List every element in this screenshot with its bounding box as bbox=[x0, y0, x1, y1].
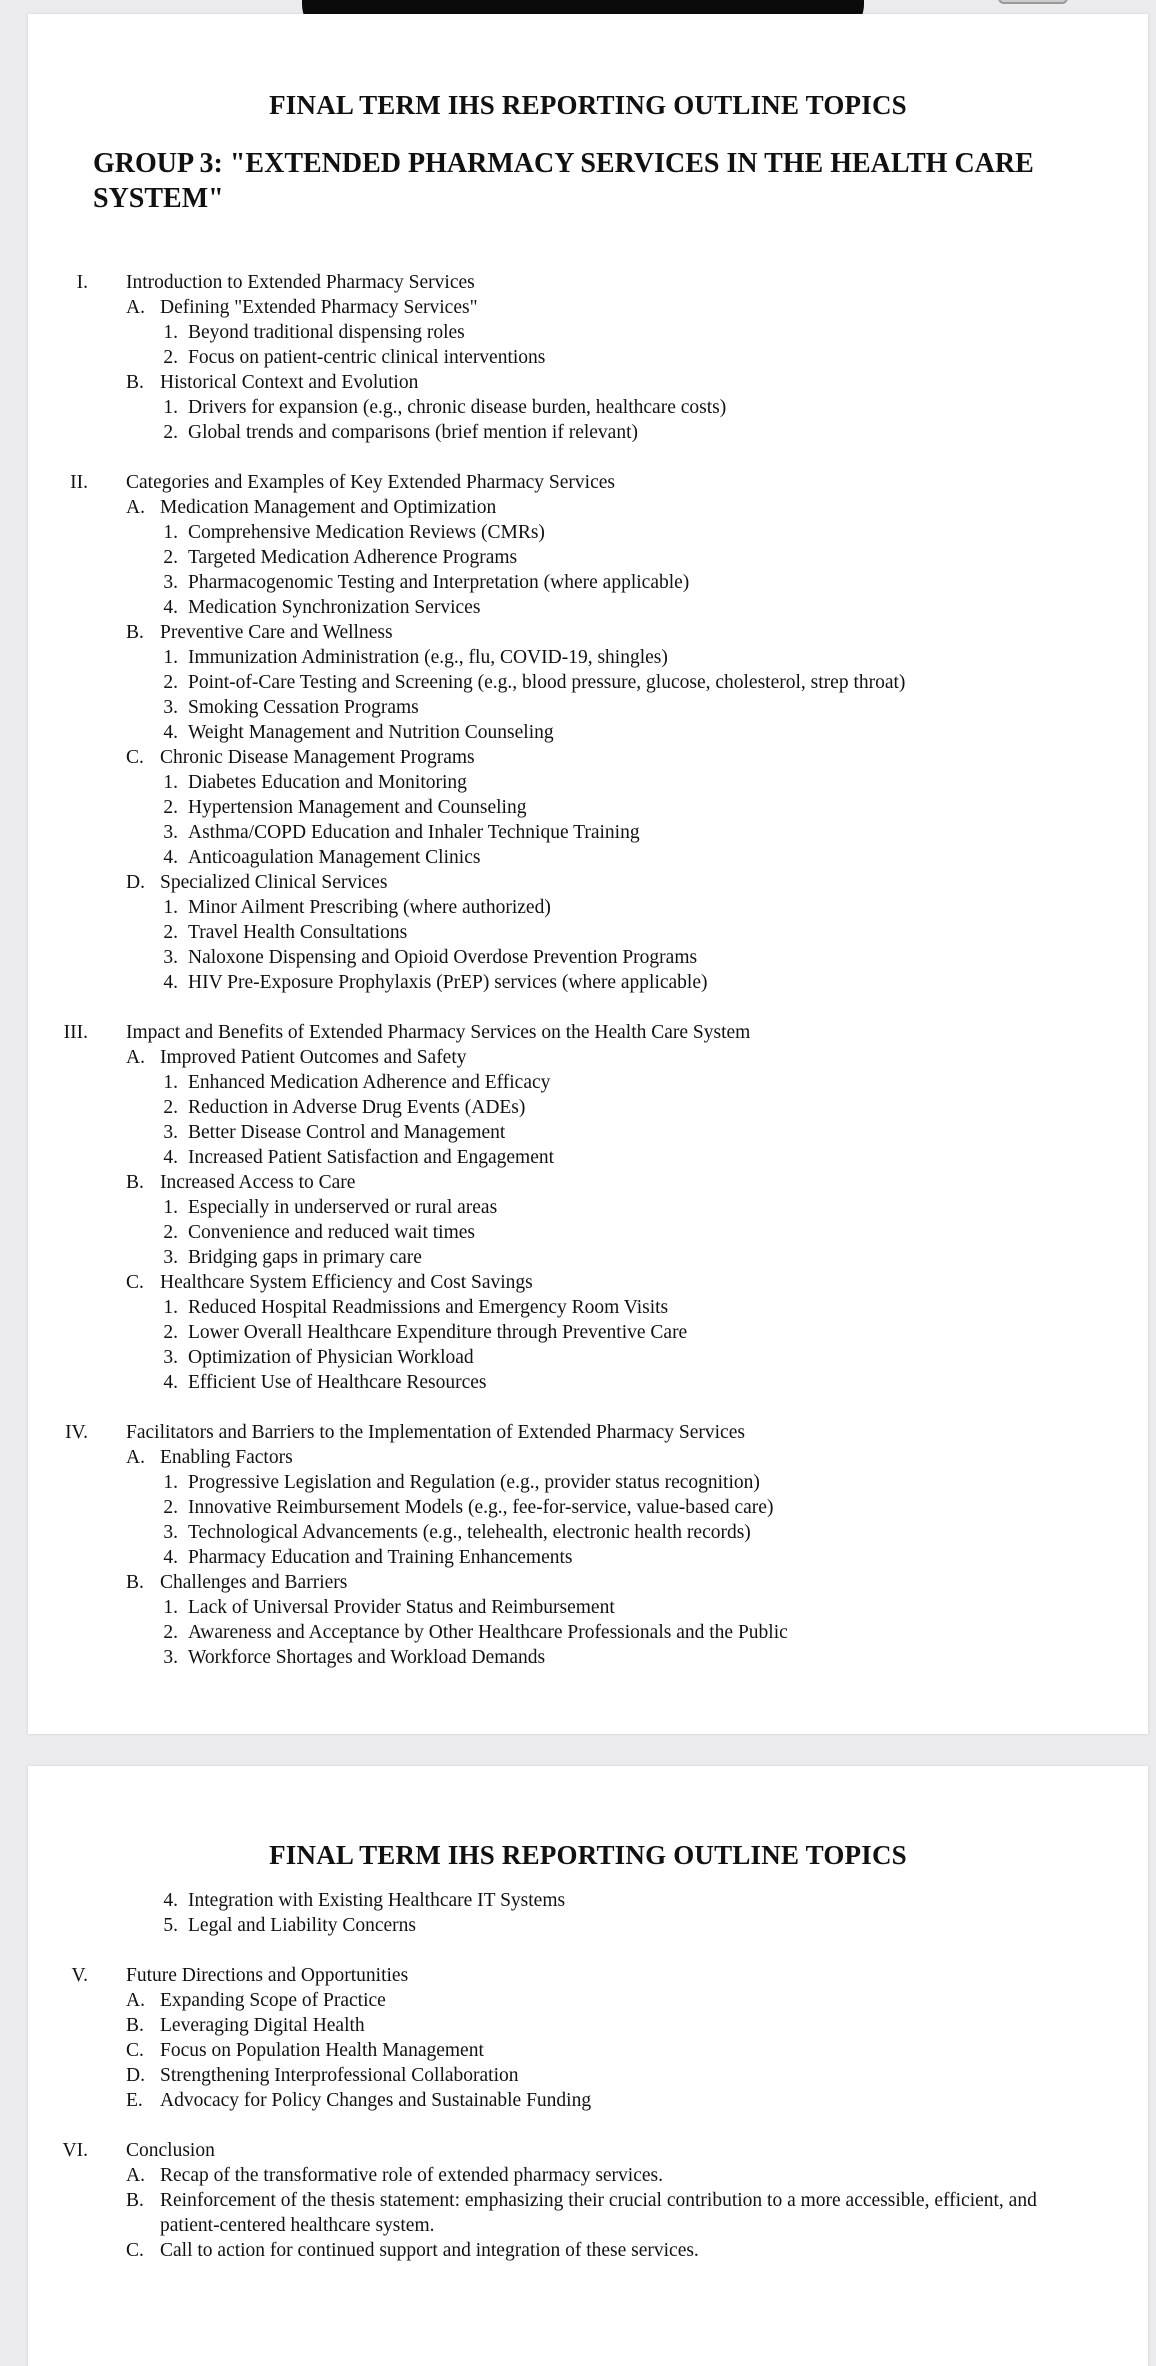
outline-text: Pharmacogenomic Testing and Interpretation (where applicable) bbox=[188, 572, 690, 593]
outline-marker: 3. bbox=[163, 697, 178, 718]
outline-marker: B. bbox=[126, 622, 144, 643]
outline-text: Reduction in Adverse Drug Events (ADEs) bbox=[188, 1097, 526, 1118]
outline-marker: A. bbox=[126, 497, 145, 518]
outline-marker: 4. bbox=[163, 722, 178, 743]
outline-subsection bbox=[126, 1045, 467, 1070]
outline-text: Smoking Cessation Programs bbox=[188, 697, 419, 718]
outline-item bbox=[156, 545, 517, 570]
outline-section bbox=[28, 1020, 750, 1045]
outline-text: Medication Synchronization Services bbox=[188, 597, 481, 618]
outline-subsection bbox=[126, 2013, 365, 2038]
outline-marker: 4. bbox=[163, 972, 178, 993]
outline-marker: 3. bbox=[163, 947, 178, 968]
outline-marker: 3. bbox=[163, 1247, 178, 1268]
outline-text: Introduction to Extended Pharmacy Services bbox=[126, 272, 475, 293]
outline-marker: 4. bbox=[163, 1890, 178, 1911]
outline-text: Strengthening Interprofessional Collaboration bbox=[160, 2065, 519, 2086]
outline-text: Global trends and comparisons (brief mention if relevant) bbox=[188, 422, 638, 443]
outline-marker: 1. bbox=[163, 1197, 178, 1218]
outline-text: Impact and Benefits of Extended Pharmacy Services on the Health Care System bbox=[126, 1022, 751, 1043]
outline-marker: 2. bbox=[163, 1622, 178, 1643]
outline-text: Reduced Hospital Readmissions and Emergency Room Visits bbox=[188, 1297, 669, 1318]
outline-item bbox=[156, 695, 419, 720]
outline-marker: 1. bbox=[163, 772, 178, 793]
outline-marker: 2. bbox=[163, 347, 178, 368]
outline-item bbox=[156, 345, 545, 370]
outline-text: Lack of Universal Provider Status and Reimbursement bbox=[188, 1597, 615, 1618]
outline-text: Defining "Extended Pharmacy Services" bbox=[160, 297, 478, 318]
outline-marker: 3. bbox=[163, 1522, 178, 1543]
outline-section bbox=[28, 1420, 745, 1445]
outline-text: Integration with Existing Healthcare IT Systems bbox=[188, 1890, 566, 1911]
outline-text: Comprehensive Medication Reviews (CMRs) bbox=[188, 522, 545, 543]
outline-subsection bbox=[126, 1988, 386, 2013]
outline-subsection bbox=[126, 1570, 347, 1595]
outline-subsection bbox=[126, 745, 475, 770]
outline-marker: 4. bbox=[163, 1147, 178, 1168]
outline-subsection bbox=[126, 1170, 355, 1195]
outline-item bbox=[156, 1245, 422, 1270]
outline-item bbox=[156, 1320, 687, 1345]
outline-marker: D. bbox=[126, 872, 145, 893]
outline-subsection bbox=[126, 1445, 293, 1470]
outline-marker: 2. bbox=[163, 1097, 178, 1118]
outline-text: Facilitators and Barriers to the Implementation of Extended Pharmacy Services bbox=[126, 1422, 745, 1443]
outline-subsection bbox=[126, 295, 478, 320]
outline-marker: 5. bbox=[163, 1915, 178, 1936]
outline-marker: B. bbox=[126, 1172, 144, 1193]
outline-text: Enabling Factors bbox=[160, 1447, 293, 1468]
outline-item bbox=[156, 1095, 525, 1120]
outline-marker: 2. bbox=[163, 547, 178, 568]
outline-text: Recap of the transformative role of extended pharmacy services. bbox=[160, 2165, 663, 2186]
outline-section bbox=[28, 270, 475, 295]
outline-text: Targeted Medication Adherence Programs bbox=[188, 547, 518, 568]
outline-text: Point-of-Care Testing and Screening (e.g., blood pressure, glucose, cholesterol, strep throat) bbox=[188, 672, 906, 693]
outline-subsection bbox=[126, 495, 496, 520]
outline-item bbox=[156, 320, 465, 345]
outline-item bbox=[156, 1345, 474, 1370]
outline-marker: 4. bbox=[163, 1372, 178, 1393]
outline-marker: 2. bbox=[163, 1322, 178, 1343]
outline-text: Advocacy for Policy Changes and Sustainable Funding bbox=[160, 2090, 592, 2111]
outline-marker: 1. bbox=[163, 647, 178, 668]
outline-subsection bbox=[126, 2188, 1096, 2238]
outline-marker: II. bbox=[70, 472, 88, 493]
outline-marker: C. bbox=[126, 1272, 144, 1293]
outline-text: Especially in underserved or rural areas bbox=[188, 1197, 498, 1218]
outline-marker: 2. bbox=[163, 672, 178, 693]
outline-item bbox=[156, 770, 467, 795]
document-title: FINAL TERM IHS REPORTING OUTLINE TOPICS bbox=[269, 90, 907, 120]
outline-marker: III. bbox=[63, 1022, 88, 1043]
outline-marker: B. bbox=[126, 1572, 144, 1593]
outline-text: Call to action for continued support and integration of these services. bbox=[160, 2240, 699, 2261]
outline-marker: 1. bbox=[163, 1597, 178, 1618]
outline-text: Reinforcement of the thesis statement: emphasizing their crucial contribution to a more accessible, efficient, and patient-centered healthcare system. bbox=[160, 2190, 1037, 2236]
outline-text: Focus on Population Health Management bbox=[160, 2040, 484, 2061]
outline-marker: 2. bbox=[163, 1222, 178, 1243]
outline-item bbox=[156, 1520, 751, 1545]
outline-section bbox=[28, 2138, 215, 2163]
outline-item bbox=[156, 1295, 668, 1320]
outline-marker: I. bbox=[76, 272, 88, 293]
outline-section bbox=[28, 470, 615, 495]
outline-text: Technological Advancements (e.g., telehealth, electronic health records) bbox=[188, 1522, 751, 1543]
outline-text: Drivers for expansion (e.g., chronic disease burden, healthcare costs) bbox=[188, 397, 727, 418]
outline-text: Categories and Examples of Key Extended Pharmacy Services bbox=[126, 472, 615, 493]
outline-marker: 1. bbox=[163, 322, 178, 343]
outline-text: Hypertension Management and Counseling bbox=[188, 797, 527, 818]
outline-text: Improved Patient Outcomes and Safety bbox=[160, 1047, 467, 1068]
outline-text: Pharmacy Education and Training Enhancements bbox=[188, 1547, 573, 1568]
outline-item bbox=[156, 1888, 565, 1913]
outline-text: Weight Management and Nutrition Counseling bbox=[188, 722, 554, 743]
outline-item bbox=[156, 1470, 760, 1495]
outline-marker: 3. bbox=[163, 572, 178, 593]
outline-text: Specialized Clinical Services bbox=[160, 872, 388, 893]
outline-marker: B. bbox=[126, 2015, 144, 2036]
outline-text: Workforce Shortages and Workload Demands bbox=[188, 1647, 546, 1668]
outline-item bbox=[156, 395, 726, 420]
outline-marker: 4. bbox=[163, 847, 178, 868]
document-title-page-2: FINAL TERM IHS REPORTING OUTLINE TOPICS bbox=[269, 1840, 907, 1870]
outline-item bbox=[156, 670, 905, 695]
outline-marker: 1. bbox=[163, 522, 178, 543]
outline-text: Immunization Administration (e.g., flu, COVID-19, shingles) bbox=[188, 647, 668, 668]
outline-text: Healthcare System Efficiency and Cost Savings bbox=[160, 1272, 533, 1293]
outline-marker: E. bbox=[126, 2090, 143, 2111]
outline-marker: C. bbox=[126, 2240, 144, 2261]
outline-text: Anticoagulation Management Clinics bbox=[188, 847, 481, 868]
outline-item bbox=[156, 520, 545, 545]
document-page-2 bbox=[28, 1766, 1148, 2366]
outline-text: Leveraging Digital Health bbox=[160, 2015, 365, 2036]
outline-text: Better Disease Control and Management bbox=[188, 1122, 506, 1143]
outline-marker: 4. bbox=[163, 1547, 178, 1568]
outline-marker: IV. bbox=[65, 1422, 88, 1443]
outline-marker: 1. bbox=[163, 1297, 178, 1318]
outline-text: Optimization of Physician Workload bbox=[188, 1347, 474, 1368]
outline-item bbox=[156, 1120, 505, 1145]
outline-item bbox=[156, 645, 668, 670]
outline-marker: C. bbox=[126, 747, 144, 768]
group-title: GROUP 3: "EXTENDED PHARMACY SERVICES IN THE HEALTH CARE SYSTEM" bbox=[93, 148, 1034, 214]
outline-text: Conclusion bbox=[126, 2140, 215, 2161]
document-page-1 bbox=[28, 14, 1148, 1734]
outline-subsection bbox=[126, 2238, 699, 2263]
outline-item bbox=[156, 1620, 788, 1645]
outline-marker: A. bbox=[126, 1990, 145, 2011]
outline-text: Increased Access to Care bbox=[160, 1172, 356, 1193]
outline-marker: 3. bbox=[163, 1122, 178, 1143]
outline-text: Historical Context and Evolution bbox=[160, 372, 419, 393]
outline-item bbox=[156, 1195, 497, 1220]
outline-item bbox=[156, 920, 407, 945]
outline-text: Travel Health Consultations bbox=[188, 922, 408, 943]
outline-text: Increased Patient Satisfaction and Engagement bbox=[188, 1147, 555, 1168]
outline-marker: VI. bbox=[62, 2140, 88, 2161]
outline-item bbox=[156, 970, 708, 995]
outline-marker: V. bbox=[71, 1965, 88, 1986]
outline-item bbox=[156, 1070, 550, 1095]
outline-marker: 1. bbox=[163, 397, 178, 418]
outline-text: Preventive Care and Wellness bbox=[160, 622, 393, 643]
outline-marker: 2. bbox=[163, 797, 178, 818]
outline-marker: 1. bbox=[163, 1472, 178, 1493]
outline-item bbox=[156, 820, 640, 845]
outline-item bbox=[156, 1145, 554, 1170]
outline-marker: A. bbox=[126, 2165, 145, 2186]
outline-text: Awareness and Acceptance by Other Healthcare Professionals and the Public bbox=[188, 1622, 788, 1643]
outline-subsection bbox=[126, 1270, 533, 1295]
outline-marker: B. bbox=[126, 372, 144, 393]
outline-item bbox=[156, 1370, 487, 1395]
outline-marker: 4. bbox=[163, 597, 178, 618]
outline-marker: 2. bbox=[163, 922, 178, 943]
outline-text: Minor Ailment Prescribing (where authorized) bbox=[188, 897, 551, 918]
outline-text: Innovative Reimbursement Models (e.g., fee-for-service, value-based care) bbox=[188, 1497, 774, 1518]
outline-marker: D. bbox=[126, 2065, 145, 2086]
outline-text: Asthma/COPD Education and Inhaler Technique Training bbox=[188, 822, 640, 843]
outline-subsection bbox=[126, 870, 387, 895]
outline-text: Enhanced Medication Adherence and Efficacy bbox=[188, 1072, 551, 1093]
outline-item bbox=[156, 1545, 573, 1570]
outline-item bbox=[156, 1220, 475, 1245]
outline-marker: 3. bbox=[163, 1647, 178, 1668]
outline-text: Beyond traditional dispensing roles bbox=[188, 322, 465, 343]
outline-marker: B. bbox=[126, 2190, 144, 2211]
outline-item bbox=[156, 1595, 615, 1620]
outline-marker: 1. bbox=[163, 1072, 178, 1093]
outline-text: Naloxone Dispensing and Opioid Overdose Prevention Programs bbox=[188, 947, 698, 968]
outline-marker: 2. bbox=[163, 1497, 178, 1518]
outline-text: Convenience and reduced wait times bbox=[188, 1222, 475, 1243]
outline-text: Lower Overall Healthcare Expenditure through Preventive Care bbox=[188, 1322, 688, 1343]
battery-icon bbox=[998, 0, 1068, 4]
outline-item bbox=[156, 720, 554, 745]
outline-subsection bbox=[126, 2163, 663, 2188]
outline-marker: 2. bbox=[163, 422, 178, 443]
outline-marker: 1. bbox=[163, 897, 178, 918]
outline-text: Diabetes Education and Monitoring bbox=[188, 772, 467, 793]
outline-item bbox=[156, 570, 689, 595]
outline-item bbox=[156, 1913, 416, 1938]
outline-section bbox=[28, 1963, 408, 1988]
outline-text: Progressive Legislation and Regulation (e.g., provider status recognition) bbox=[188, 1472, 760, 1493]
outline-marker: A. bbox=[126, 1447, 145, 1468]
outline-item bbox=[156, 895, 551, 920]
outline-text: Chronic Disease Management Programs bbox=[160, 747, 475, 768]
outline-subsection bbox=[126, 2038, 484, 2063]
outline-text: Focus on patient-centric clinical interventions bbox=[188, 347, 546, 368]
outline-text: Challenges and Barriers bbox=[160, 1572, 348, 1593]
outline-item bbox=[156, 595, 480, 620]
outline-marker: A. bbox=[126, 297, 145, 318]
outline-subsection bbox=[126, 2088, 591, 2113]
outline-marker: C. bbox=[126, 2040, 144, 2061]
outline-text: Efficient Use of Healthcare Resources bbox=[188, 1372, 487, 1393]
outline-item bbox=[156, 845, 480, 870]
outline-subsection bbox=[126, 620, 393, 645]
outline-text: Expanding Scope of Practice bbox=[160, 1990, 386, 2011]
outline-text: Medication Management and Optimization bbox=[160, 497, 497, 518]
outline-marker: 3. bbox=[163, 1347, 178, 1368]
outline-subsection bbox=[126, 370, 418, 395]
outline-item bbox=[156, 1645, 545, 1670]
outline-item bbox=[156, 945, 697, 970]
outline-item bbox=[156, 1495, 773, 1520]
outline-item bbox=[156, 420, 638, 445]
outline-text: HIV Pre-Exposure Prophylaxis (PrEP) services (where applicable) bbox=[188, 972, 708, 993]
outline-text: Bridging gaps in primary care bbox=[188, 1247, 422, 1268]
outline-item bbox=[156, 795, 526, 820]
outline-subsection bbox=[126, 2063, 519, 2088]
outline-text: Legal and Liability Concerns bbox=[188, 1915, 416, 1936]
outline-text: Future Directions and Opportunities bbox=[126, 1965, 409, 1986]
outline-marker: A. bbox=[126, 1047, 145, 1068]
outline-marker: 3. bbox=[163, 822, 178, 843]
